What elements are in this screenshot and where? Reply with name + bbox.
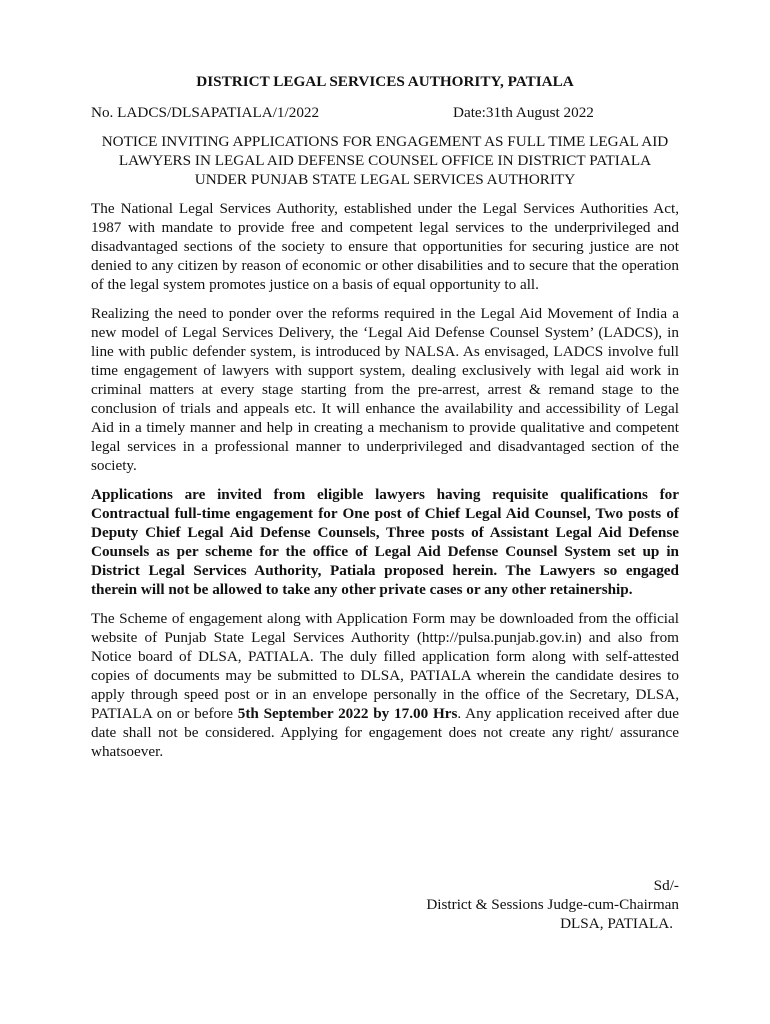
signatory-designation: District & Sessions Judge-cum-Chairman xyxy=(426,896,679,913)
reference-line xyxy=(91,103,679,122)
paragraph-applications-invited: Applications are invited from eligible lawyers having requisite qualifications for Contractual full-time engagement for One post of Chief Legal Aid Counsel, Two posts of Deputy Chief Legal Aid Defense Counsels, Three posts of Assistant Legal Aid Defense Counsels as per scheme for the office of Legal Aid Defense Counsel System set up in District Legal Services Authority, Patiala proposed herein. The Lawyers so engaged therein will not be allowed to take any other private cases or any other retainership. xyxy=(91,486,679,598)
procedure-text-end: . Any application received after due date shall not be considered. Applying for engagement does not create any right/ assurance whatsoever. xyxy=(91,705,679,760)
notice-document xyxy=(91,72,679,932)
signature-mark: Sd/- xyxy=(653,877,679,894)
notice-date: Date:31th August 2022 xyxy=(453,104,594,121)
paragraph-nalsa-intro: The National Legal Services Authority, established under the Legal Services Authorities Act, 1987 with mandate to provide free and competent legal services to the underprivileged and disadvantaged sections of the society to ensure that opportunities for securing justice are not denied to any citizen by reason of economic or other disabilities and to secure that the operation of the legal system promotes justice on a basis of equal opportunity to all. xyxy=(91,200,679,293)
procedure-text: The Scheme of engagement along with Application Form may be downloaded from the official website of Punjab State Legal Services Authority (http://pulsa.punjab.gov.in) and also from Notice board of DLSA, PATIALA. The duly filled application form along with self-attested copies of documents may be submitted to DLSA, PATIALA wherein the candidate desires to apply through speed post or in an envelope personally in the office of the Secretary, DLSA, PATIALA on or before xyxy=(91,610,679,722)
paragraph-ladcs-description: Realizing the need to ponder over the reforms required in the Legal Aid Movement of India a new model of Legal Services Delivery, the ‘Legal Aid Defense Counsel System’ (LADCS), in line with public defender system, is introduced by NALSA. As envisaged, LADCS involve full time engagement of lawyers with support system, dealing exclusively with legal aid work in criminal matters at every stage starting from the pre-arrest, arrest & remand stage to the conclusion of trials and appeals etc. It will enhance the availability and accessibility of Legal Aid in a timely manner and help in creating a mechanism to provide qualitative and competent legal services in a professional manner to underprivileged and disadvantaged section of the society. xyxy=(91,305,679,474)
authority-title: DISTRICT LEGAL SERVICES AUTHORITY, PATIALA xyxy=(196,73,574,90)
paragraph-application-procedure xyxy=(91,609,679,761)
notice-heading: NOTICE INVITING APPLICATIONS FOR ENGAGEMENT AS FULL TIME LEGAL AID LAWYERS IN LEGAL AID DEFENSE COUNSEL OFFICE IN DISTRICT PATIALA UNDER PUNJAB STATE LEGAL SERVICES AUTHORITY xyxy=(101,133,669,188)
reference-number: No. LADCS/DLSAPATIALA/1/2022 xyxy=(91,104,320,121)
submission-deadline: 5th September 2022 by 17.00 Hrs xyxy=(237,705,458,722)
signature-block xyxy=(426,876,679,933)
signatory-office: DLSA, PATIALA. xyxy=(560,915,673,932)
